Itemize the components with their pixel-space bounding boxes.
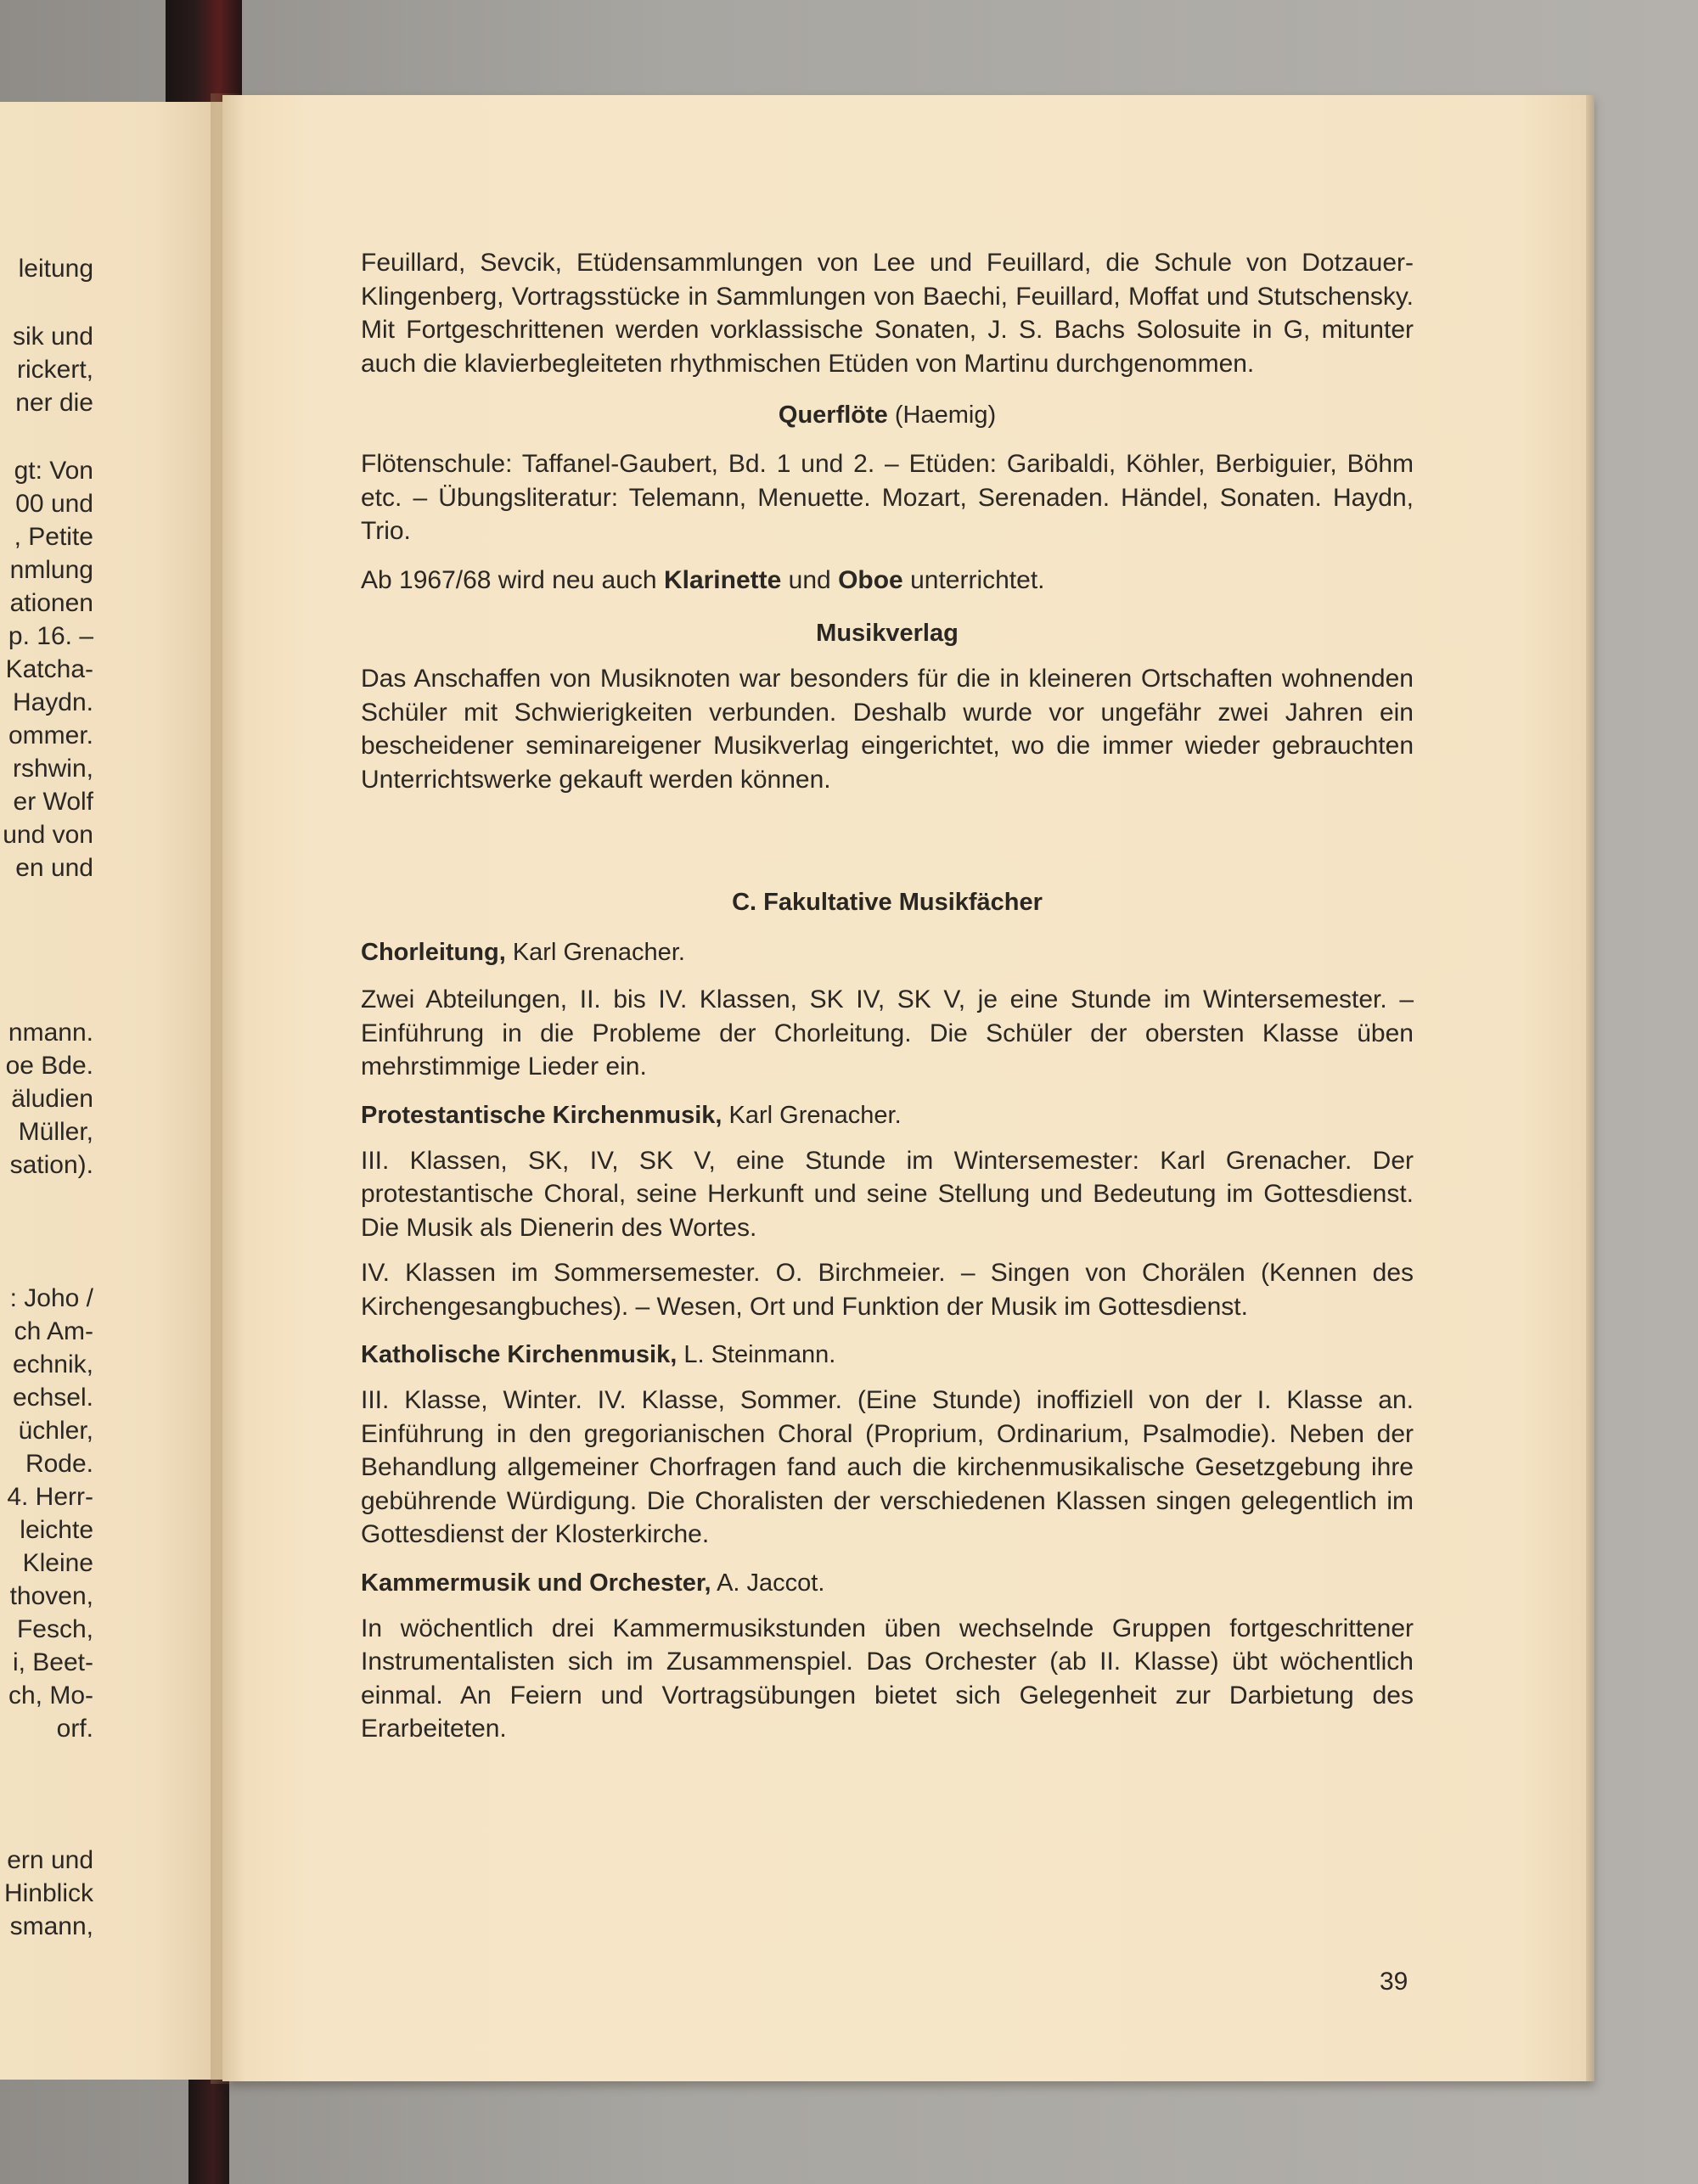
katholische-heading: [361, 1339, 1414, 1372]
ab-line-und: und: [788, 565, 831, 594]
left-text-line: nmann.: [8, 1019, 93, 1047]
right-page-content: [361, 246, 1414, 1746]
left-text-line: ch Am-: [14, 1317, 93, 1345]
left-text-line: echsel.: [12, 1384, 93, 1412]
kammermusik-heading: [361, 1567, 1414, 1600]
protestantische-title: Protestantische Kirchenmusik,: [361, 1101, 722, 1129]
book-spine-top: [166, 0, 242, 106]
left-text-line: nmlung: [9, 556, 93, 584]
left-page: [0, 102, 222, 2080]
left-text-line: sation).: [9, 1151, 93, 1179]
left-text-line: i, Beet-: [12, 1648, 93, 1676]
left-text-line: ner die: [15, 389, 93, 417]
protestantische-text-2: IV. Klassen im Sommersemester. O. Birchmeier. – Singen von Chorälen (Kennen des Kirchengesangbuches). – Wesen, Ort und Funktion der Musik im Gottesdienst.: [361, 1259, 1414, 1321]
ab-line-prefix: Ab 1967/68 wird neu auch: [361, 565, 657, 594]
page-number: 39: [1380, 1968, 1408, 1996]
left-text-line: thoven,: [9, 1582, 93, 1610]
left-text-line: , Petite: [14, 523, 93, 551]
katholische-title: Katholische Kirchenmusik,: [361, 1341, 678, 1368]
musikverlag-text: Das Anschaffen von Musiknoten war besonders für die in kleineren Ortschaften wohnenden Schüler mit Schwierigkeiten verbunden. Deshalb wurde vor ungefähr zwei Jahren ein bescheidener seminareigener Musikverlag eingerichtet, wo die immer wieder gebrauchten Unterrichtswerke gekauft werden können.: [361, 665, 1414, 794]
kammermusik-teacher: A. Jaccot.: [717, 1569, 825, 1597]
oboe-label: Oboe: [838, 565, 903, 594]
book-gutter-shadow: [211, 93, 245, 2084]
left-text-line: üchler,: [18, 1417, 93, 1445]
left-text-line: Fesch,: [16, 1615, 93, 1643]
left-text-line: und von: [3, 821, 93, 849]
left-text-line: 4. Herr-: [7, 1483, 93, 1511]
left-text-line: Rode.: [25, 1450, 93, 1478]
katholische-teacher: L. Steinmann.: [683, 1341, 836, 1368]
left-text-line: Katcha-: [5, 655, 93, 683]
chorleitung-heading: [361, 936, 1414, 969]
left-text-line: Kleine: [22, 1549, 93, 1577]
left-text-line: : Joho /: [9, 1284, 93, 1312]
protestantische-teacher: Karl Grenacher.: [728, 1101, 902, 1129]
chorleitung-text: Zwei Abteilungen, II. bis IV. Klassen, SK IV, SK V, je eine Stunde im Wintersemester. – Einführung in die Probleme der Chorleitung. Die Schüler der obersten Klasse üben mehrstimmige Lieder ein.: [361, 985, 1414, 1081]
protestantische-heading: [361, 1099, 1414, 1132]
katholische-text: III. Klasse, Winter. IV. Klasse, Sommer. (Eine Stunde) inoffiziell von der I. Klasse an. Einführung in den gregorianischen Choral (Proprium, Ordinarium, Psalmodie). Neben der Behandlung allgemeiner Chorfragen fand auch die kirchenmusikalische Gesetzgebung ihre gebührende Würdigung. Die Choralisten der verschiedenen Klassen singen gelegentlich im Gottesdienst der Klosterkirche.: [361, 1386, 1414, 1548]
querfloete-teacher: (Haemig): [894, 401, 997, 429]
section-c-heading: C. Fakultative Musikfächer: [732, 889, 1043, 916]
left-text-line: gt: Von: [14, 457, 93, 485]
left-text-line: leitung: [18, 255, 93, 283]
querfloete-title: Querflöte: [778, 401, 888, 429]
intro-paragraph: Feuillard, Sevcik, Etüdensammlungen von Lee und Feuillard, die Schule von Dotzauer-Klingenberg, Vortragsstücke in Sammlungen von Baechi, Feuillard, Moffat und Stutschensky. Mit Fortgeschrittenen werden vorklassische Sonaten, J. S. Bachs Solosuite in G, mitunter auch die klavierbegleiteten rhythmischen Etüden von Martinu durchgenommen.: [361, 249, 1414, 378]
left-text-line: äludien: [11, 1085, 93, 1113]
chorleitung-teacher: Karl Grenacher.: [512, 939, 685, 966]
left-text-line: rshwin,: [12, 755, 93, 783]
ab-1967-line: [361, 564, 1414, 598]
left-text-line: orf.: [56, 1715, 93, 1743]
querfloete-text: Flötenschule: Taffanel-Gaubert, Bd. 1 und 2. – Etüden: Garibaldi, Köhler, Berbiguier, Böhm etc. – Übungsliteratur: Telemann, Menuette. Mozart, Serenaden. Händel, Sonaten. Haydn, Trio.: [361, 450, 1414, 545]
left-text-line: ationen: [9, 589, 93, 617]
klarinette-label: Klarinette: [663, 565, 782, 594]
kammermusik-text: In wöchentlich drei Kammermusikstunden üben wechselnde Gruppen fortgeschrittener Instrumentalisten sich im Zusammenspiel. Das Orchester (ab II. Klasse) übt wöchentlich einmal. An Feiern und Vortragsübungen bietet sich Gelegenheit zur Darbietung des Erarbeiteten.: [361, 1614, 1414, 1743]
left-text-line: Haydn.: [12, 688, 93, 716]
left-text-line: p. 16. –: [8, 622, 93, 650]
left-text-line: en und: [15, 854, 93, 882]
left-text-line: er Wolf: [13, 788, 93, 816]
chorleitung-title: Chorleitung,: [361, 939, 506, 966]
ab-line-suffix: unterrichtet.: [910, 565, 1045, 594]
left-text-line: echnik,: [12, 1350, 93, 1378]
left-text-line: rickert,: [17, 356, 93, 384]
page-edge: [1586, 95, 1594, 2081]
querfloete-heading: [361, 399, 1414, 432]
left-text-line: Müller,: [18, 1118, 93, 1146]
left-text-line: smann,: [9, 1912, 93, 1940]
left-text-line: ern und: [7, 1846, 93, 1874]
left-text-line: Hinblick: [3, 1879, 93, 1907]
left-text-line: oe Bde.: [5, 1052, 93, 1080]
left-text-line: ch, Mo-: [8, 1682, 93, 1710]
left-text-line: leichte: [20, 1516, 93, 1544]
kammermusik-title: Kammermusik und Orchester,: [361, 1569, 711, 1597]
left-text-line: sik und: [12, 323, 93, 351]
book-spine-bottom: [188, 2071, 229, 2184]
left-text-line: ommer.: [8, 721, 93, 750]
protestantische-text-1: III. Klassen, SK, IV, SK V, eine Stunde im Wintersemester: Karl Grenacher. Der protestantische Choral, seine Herkunft und seine Stellung und Bedeutung im Gottesdienst. Die Musik als Dienerin des Wortes.: [361, 1146, 1414, 1242]
musikverlag-heading: Musikverlag: [816, 620, 959, 647]
left-text-line: 00 und: [15, 490, 93, 518]
